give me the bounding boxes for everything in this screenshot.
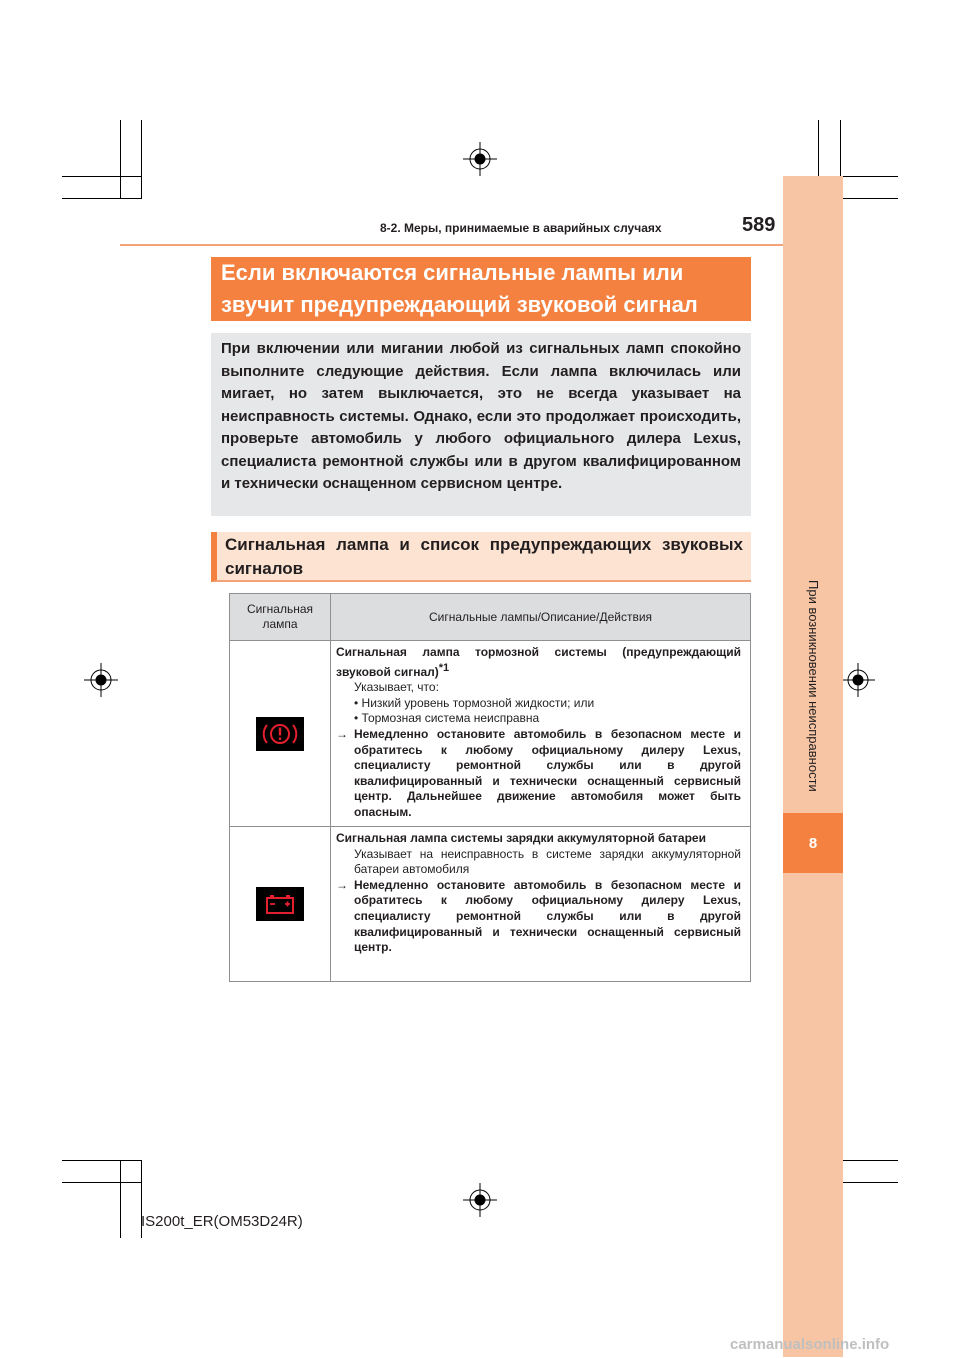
lamp-description: Указывает на неисправность в системе зарядки аккумуляторной батареи автомобиля (354, 846, 741, 877)
chapter-number-tab[interactable]: 8 (783, 813, 843, 873)
arrow-icon: → (336, 726, 348, 741)
lamp-cell (230, 827, 331, 982)
crop-mark (62, 198, 141, 199)
lamp-title: Сигнальная лампа системы зарядки аккумуляторной батареи (336, 831, 706, 845)
header-rule (120, 244, 783, 246)
footnote-marker: *1 (438, 661, 450, 674)
brake-warning-icon (256, 717, 304, 751)
battery-charge-icon (256, 887, 304, 921)
main-heading (211, 257, 751, 321)
registration-target-icon (841, 663, 875, 697)
bullet-item: • Низкий уровень тормозной жидкости; или (354, 695, 595, 710)
registration-target-icon (84, 663, 118, 697)
table-row (230, 641, 751, 827)
lamp-title: Сигнальная лампа тормозной системы (предупреждающий звуковой сигнал)$^{*1}$ (336, 645, 741, 679)
warning-lamp-table (229, 593, 751, 982)
table-header-row (230, 594, 751, 641)
page-number: 589 (742, 214, 776, 236)
main-heading-line: Если включаются сигнальные лампы или (221, 260, 684, 285)
main-heading-line: звучит предупреждающий звуковой сигнал (221, 292, 698, 317)
intro-text: При включении или мигании любой из сигнальных ламп спокойно выполните следующие действия. Если лампа включилась или мигает, но затем выключается, это не всегда указывает на неисправность системы. Однако, если это продолжает происходить, проверьте автомобиль у любого официального дилера Lexus, специалиста ремонтной службы или в другом квалифицированном и технически оснащенном сервисном центре. (221, 340, 741, 492)
intro-box (211, 333, 751, 516)
description-cell (331, 641, 751, 827)
arrow-icon: → (336, 877, 348, 892)
section-header: 8-2. Меры, принимаемые в аварийных случаях (380, 221, 662, 235)
column-header-lamp: Сигнальная лампа (230, 594, 331, 641)
crop-mark (141, 120, 142, 199)
chapter-vertical-label: При возникновении неисправности (806, 580, 821, 792)
lamp-action: → Немедленно остановите автомобиль в безопасном месте и обратитесь к любому официальному дилеру Lexus, специалисту ремонтной службы или в другой квалифицированный и технически оснащенный сервисный центр. Дальнейшее движение автомобиля может быть опасным. (336, 726, 741, 819)
crop-mark (120, 120, 121, 199)
crop-mark (62, 1182, 141, 1183)
document-code: IS200t_ER(OM53D24R) (141, 1213, 303, 1230)
lamp-cell (230, 641, 331, 827)
crop-mark (62, 1160, 141, 1161)
lamp-description: Указывает, что: (354, 680, 439, 695)
registration-target-icon (463, 1183, 497, 1217)
lamp-action: → Немедленно остановите автомобиль в безопасном месте и обратитесь к любому официальному дилеру Lexus, специалисту ремонтной службы или в другой квалифицированный и технически оснащенный сервисный центр. (336, 877, 741, 955)
watermark: carmanualsonline.info (730, 1336, 890, 1353)
registration-target-icon (463, 142, 497, 176)
description-cell (331, 827, 751, 982)
sub-heading: Сигнальная лампа и список предупреждающих звуковых сигналов (211, 532, 751, 582)
crop-mark (120, 1160, 121, 1238)
bullet-item: • Тормозная система неисправна (354, 711, 540, 726)
table-row (230, 827, 751, 982)
column-header-description: Сигнальные лампы/Описание/Действия (331, 594, 751, 641)
crop-mark (62, 176, 141, 177)
